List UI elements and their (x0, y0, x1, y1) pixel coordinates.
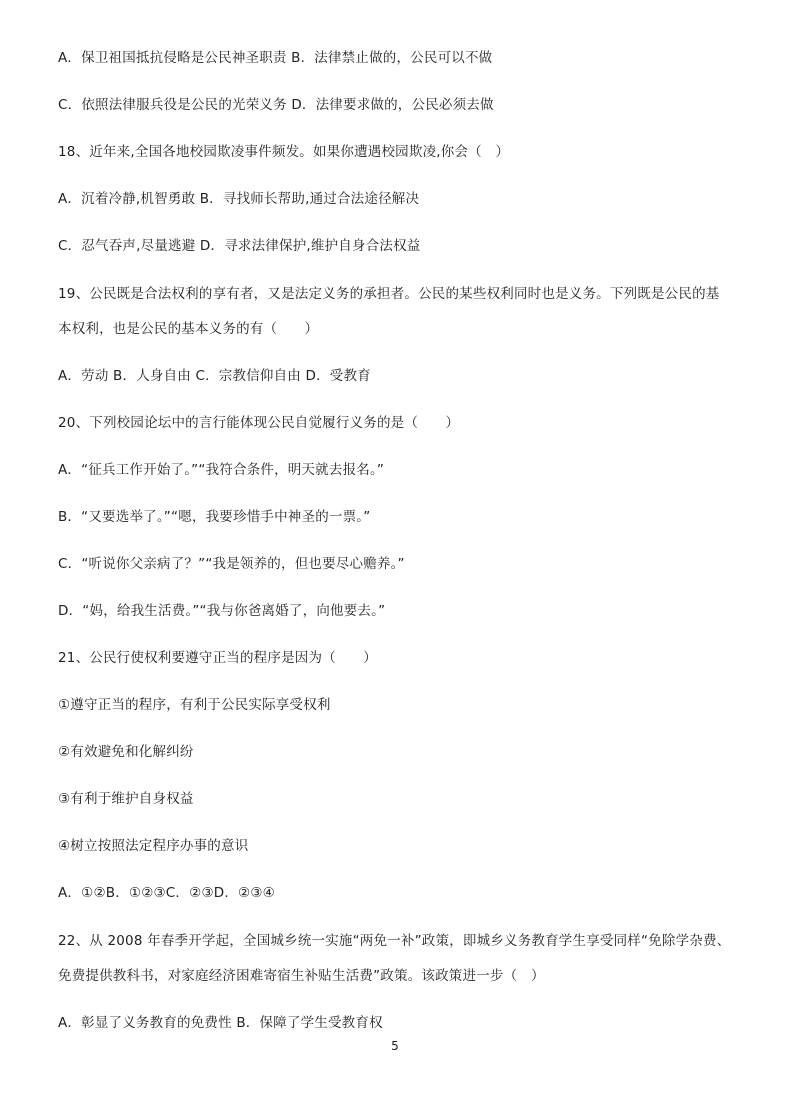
q17-options-ab: A．保卫祖国抵抗侵略是公民神圣职责 B．法律禁止做的，公民可以不做 (58, 50, 493, 66)
q22-options-ab: A．彰显了义务教育的免费性 B．保障了学生受教育权 (58, 1015, 383, 1031)
q21-statement-3: ③有利于维护自身权益 (58, 791, 194, 807)
q20-stem: 20、下列校园论坛中的言行能体现公民自觉履行义务的是（ ） (58, 415, 460, 431)
q21-statement-4: ④树立按照法定程序办事的意识 (58, 838, 249, 854)
q22-stem-line2: 免费提供教科书，对家庭经济困难寄宿生补贴生活费”政策。该政策进一步（ ） (58, 968, 545, 984)
q18-options-ab: A．沉着冷静,机智勇敢 B．寻找师长帮助,通过合法途径解决 (58, 191, 420, 207)
q21-options: A．①②B．①②③C．②③D．②③④ (58, 885, 275, 901)
q20-option-b: B．“又要选举了。”“嗯，我要珍惜手中神圣的一票。” (58, 509, 371, 525)
q19-options: A．劳动 B．人身自由 C．宗教信仰自由 D．受教育 (58, 368, 371, 384)
q21-stem: 21、公民行使权利要遵守正当的程序是因为（ ） (58, 650, 377, 666)
q22-stem-line1: 22、从 2008 年春季开学起，全国城乡统一实施“两免一补”政策，即城乡义务教育学生享受同样“免除学杂费、 (58, 933, 731, 949)
q21-statement-1: ①遵守正当的程序，有利于公民实际享受权利 (58, 697, 331, 713)
q18-stem: 18、近年来,全国各地校园欺凌事件频发。如果你遭遇校园欺凌,你会（ ） (58, 144, 510, 160)
q21-statement-2: ②有效避免和化解纠纷 (58, 744, 194, 760)
page-number: 5 (391, 1039, 399, 1053)
q17-options-cd: C．依照法律服兵役是公民的光荣义务 D．法律要求做的，公民必须去做 (58, 97, 494, 113)
q19-stem-line2: 本权利，也是公民的基本义务的有（ ） (58, 321, 319, 337)
q19-stem-line1: 19、公民既是合法权利的享有者，又是法定义务的承担者。公民的某些权利同时也是义务。下列既是公民的基 (58, 286, 720, 302)
q18-options-cd: C．忍气吞声,尽量逃避 D．寻求法律保护,维护自身合法权益 (58, 238, 421, 254)
q20-option-c: C．“听说你父亲病了？”“我是领养的，但也要尽心赡养。” (58, 556, 405, 572)
q20-option-d: D．“妈，给我生活费。”“我与你爸离婚了，向他要去。” (58, 603, 386, 619)
q20-option-a: A．“征兵工作开始了。”“我符合条件，明天就去报名。” (58, 462, 385, 478)
